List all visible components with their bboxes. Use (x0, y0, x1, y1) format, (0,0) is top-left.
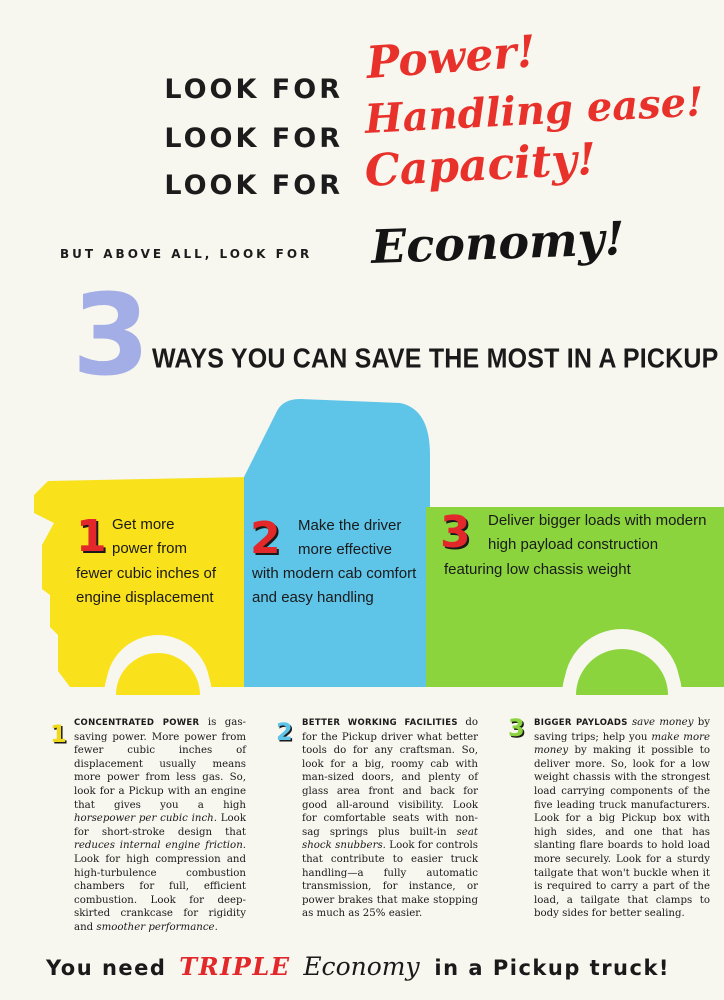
panel-3-line: high payload construction (488, 536, 659, 553)
footer-in-pickup: in a Pickup truck! (434, 956, 670, 980)
panel-2-text (298, 514, 438, 562)
panel-1-line: fewer cubic inches of (76, 565, 217, 582)
column-1-number: 1 (50, 720, 67, 748)
panel-1-line: Get more (112, 516, 175, 533)
panel-1-line: power from (112, 540, 188, 557)
column-3-text: BIGGER PAYLOADS save money by saving trips; help you make more money by making it possible to deliver more. So, look for a low weight chassis with the strongest load carrying components of the five leading truck manufacturers. Look for a big Pickup box with high sides, and one that has slanting flare boards to hold load more securely. Look for a sturdy tailgate that won't buckle when it is required to carry a part of the load, a tailgate that clamps to body sides for better sealing. (534, 717, 710, 920)
look-for-line-3: LOOK FOR (164, 170, 343, 201)
look-for-line-2: LOOK FOR (164, 123, 343, 154)
column-2-number: 2 (276, 718, 293, 746)
economy-heading: Economy! (370, 211, 626, 274)
power-heading: Power! (364, 26, 538, 89)
panel-1-number: 1 (76, 511, 107, 562)
panel-1-text (112, 513, 252, 561)
big-three-numeral: 3 (72, 271, 150, 401)
panel-2-line: more effective (298, 541, 392, 558)
footer-economy: Economy (303, 952, 420, 981)
panel-3-text-lower (444, 558, 684, 582)
capacity-heading: Capacity! (363, 133, 598, 197)
handling-heading: Handling ease! (363, 78, 705, 143)
column-3-heading: BIGGER PAYLOADS (534, 718, 628, 728)
footer-tagline (46, 952, 670, 981)
panel-3-text (488, 509, 724, 557)
column-2-text: BETTER WORKING FACILITIES do for the Pickup driver what better tools do for any craftsman. So, look for a big, roomy cab with man-sized doors, and plenty of glass area front and back for good all-around visibility. Look for comfortable seats with non-sag springs plus built-in seat shock snubbers. Look for controls that contribute to easier truck handling—a fully automatic transmission, for instance, or power brakes that make stopping as much as 25% easier. (302, 717, 478, 920)
panel-2-line: Make the driver (298, 517, 402, 534)
above-all-text: BUT ABOVE ALL, LOOK FOR (60, 247, 313, 261)
panel-3-line: featuring low chassis weight (444, 561, 631, 578)
panel-2-number: 2 (250, 513, 281, 564)
panel-3-number: 3 (440, 507, 471, 558)
ways-title: WAYS YOU CAN SAVE THE MOST IN A PICKUP (152, 343, 719, 375)
look-for-line-1: LOOK FOR (164, 74, 343, 105)
panel-2-line: with modern cab comfort (252, 565, 417, 582)
footer-triple: TRIPLE (179, 952, 291, 981)
column-2-heading: BETTER WORKING FACILITIES (302, 718, 458, 728)
footer-you-need: You need (46, 956, 167, 980)
panel-1-line: engine displacement (76, 589, 214, 606)
panel-2-line: and easy handling (252, 589, 374, 606)
panel-1-text-lower (76, 562, 256, 610)
panel-3-line: Deliver bigger loads with modern (488, 512, 707, 529)
column-1-text: CONCENTRATED POWER is gas-saving power. More power from fewer cubic inches of displacement usually means more power from less gas. So, look for a Pickup with an engine that gives you a high horsepower per cubic inch. Look for short-stroke design that reduces internal engine friction. Look for high compression and high-turbulence combustion chambers for full, efficient combustion. Look for deep-skirted crankcase for rigidity and smoother performance. (74, 717, 246, 933)
panel-2-text-lower (252, 562, 434, 610)
column-1-heading: CONCENTRATED POWER (74, 718, 200, 728)
column-3-number: 3 (508, 714, 525, 742)
